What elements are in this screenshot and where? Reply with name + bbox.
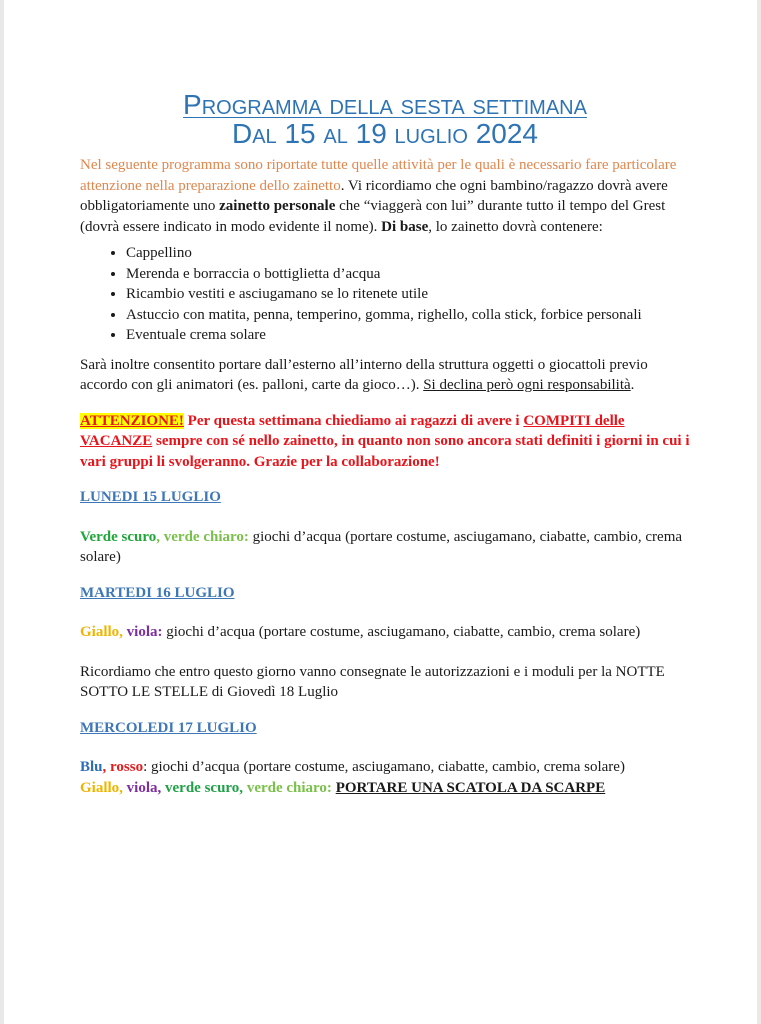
page-title: Programma della sesta settimana <box>183 89 587 120</box>
wednesday-activity <box>80 757 690 778</box>
objects-paragraph <box>80 355 690 396</box>
intro-text-1: Vi ricordiamo che ogni bambino/ragazzo dovrà avere obbligatoriamente uno <box>80 177 668 214</box>
group-light-green: verde chiaro: <box>243 779 332 796</box>
warning-label: ATTENZIONE! <box>80 412 184 429</box>
document-body <box>80 90 690 798</box>
list-item: • Eventuale crema solare <box>126 325 690 346</box>
group-blue: Blu <box>80 759 103 775</box>
group-light-green: verde chiaro: <box>163 528 249 545</box>
intro-paragraph <box>80 155 690 237</box>
intro-text-2: che “viaggerà con lui” durante tutto il tempo del Grest (dovrà essere indicato in modo evidente il nome). <box>80 198 666 235</box>
shoebox-request: PORTARE UNA SCATOLA DA SCARPE <box>335 779 606 796</box>
group-dark-green: verde scuro, <box>161 779 244 796</box>
group-yellow: Giallo, <box>80 624 123 640</box>
page-subtitle: Dal 15 al 19 luglio 2024 <box>232 118 538 149</box>
intro-bold-1: zainetto personale <box>219 198 336 214</box>
group-red: rosso <box>110 759 144 775</box>
wednesday-activity-2 <box>80 778 690 799</box>
list-item: • Ricambio vestiti e asciugamano se lo ritenete utile <box>126 284 690 305</box>
intro-period: . <box>340 177 345 194</box>
list-item: • Merenda e borraccia o bottiglietta d’acqua <box>126 264 690 285</box>
group-violet: viola: <box>122 624 163 640</box>
intro-highlight: Nel seguente programma sono riportate tutte quelle attività per le quali è necessario fare particolare attenzione nella preparazione dello zainetto <box>80 157 677 194</box>
day-heading-monday: LUNEDI 15 LUGLIO <box>80 489 221 505</box>
group-yellow: Giallo, <box>80 779 123 796</box>
tuesday-activity <box>80 622 690 643</box>
day-heading-wednesday: MERCOLEDI 17 LUGLIO <box>80 719 257 736</box>
warning-text-1: Per questa settimana chiediamo ai ragazzi di avere i <box>183 412 524 429</box>
warning-text-2: sempre con sé nello zainetto, in quanto non sono ancora stati definiti i giorni in cui i vari gruppi li svolgeranno. Grazie per la collaborazione! <box>80 433 690 470</box>
list-item: • Cappellino <box>126 243 690 264</box>
group-violet: viola, <box>122 779 162 796</box>
document-page <box>4 0 757 1024</box>
monday-activity <box>80 527 690 568</box>
backpack-list <box>80 243 690 346</box>
intro-text-3: , lo zainetto dovrà contenere: <box>428 218 603 235</box>
wednesday-activity-text: : giochi d’acqua (portare costume, asciugamano, ciabatte, cambio, crema solare) <box>143 759 625 775</box>
group-dark-green: Verde scuro <box>80 528 157 545</box>
warning-paragraph <box>80 411 690 473</box>
warning-homework: COMPITI delle VACANZE <box>80 412 625 449</box>
disclaimer-period: . <box>630 377 635 393</box>
objects-text: Sarà inoltre consentito portare dall’esterno all’interno della struttura oggetti o giocattoli previo accordo con gli animatori (es. palloni, carte da gioco…). <box>80 356 648 393</box>
tuesday-note: Ricordiamo che entro questo giorno vanno consegnate le autorizzazioni e i moduli per la NOTTE SOTTO LE STELLE di Giovedì 18 Luglio <box>80 663 665 700</box>
day-heading-tuesday: MARTEDI 16 LUGLIO <box>80 584 235 601</box>
tuesday-activity-text: giochi d’acqua (portare costume, asciugamano, ciabatte, cambio, crema solare) <box>162 624 641 640</box>
list-item: • Astuccio con matita, penna, temperino, gomma, righello, colla stick, forbice personali <box>126 305 690 326</box>
group-separator: , <box>102 759 111 775</box>
intro-bold-2: Di base <box>381 218 429 235</box>
group-separator: , <box>156 528 164 545</box>
monday-activity-text: giochi d’acqua (portare costume, asciugamano, ciabatte, cambio, crema solare) <box>80 528 683 565</box>
disclaimer-text: Si declina però ogni responsabilità <box>423 377 631 393</box>
